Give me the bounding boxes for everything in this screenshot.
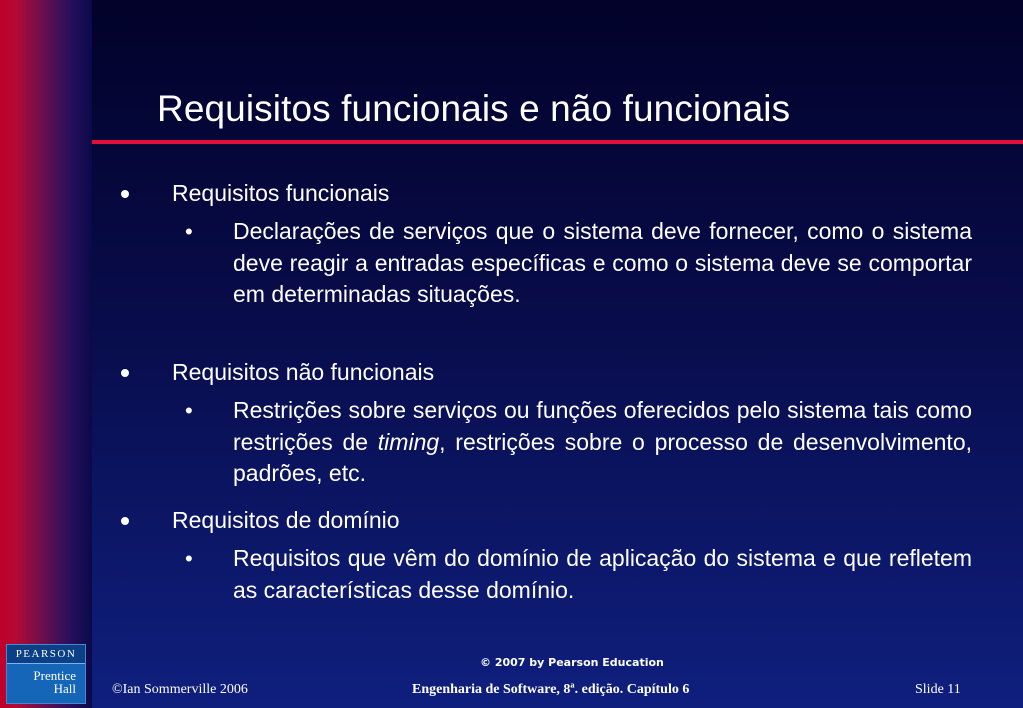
decorative-side-bar (0, 0, 92, 708)
section-heading-label: Requisitos de domínio (172, 507, 400, 533)
title-divider (92, 140, 1023, 144)
section-heading-funcionais (172, 177, 389, 209)
section-heading-dominio (172, 504, 400, 536)
list-item-text-end: , restrições sobre o processo de desenvolvimento, padrões, etc. (233, 428, 972, 486)
list-item (185, 216, 972, 311)
footer-book-title: Engenharia de Software, 8ª. edição. Capítulo 6 (412, 682, 690, 697)
list-item-text: Requisitos que vêm do domínio de aplicação do sistema e que refletem as características desse domínio. (233, 545, 972, 603)
bullet-icon: • (185, 398, 193, 423)
logo-publisher: PEARSON (7, 645, 85, 664)
emphasis-text: timing (377, 428, 440, 455)
slide-title: Requisitos funcionais e não funcionais (157, 88, 791, 129)
section-heading-label: Requisitos funcionais (172, 180, 390, 206)
list-item-text (233, 395, 972, 490)
pearson-prentice-hall-logo (6, 644, 86, 704)
logo-imprint-line2: Hall (53, 681, 76, 696)
bullet-dot-icon (121, 517, 129, 525)
logo-imprint-line1: Prentice (33, 668, 76, 683)
list-item-text-start: Restrições sobre serviços ou funções oferecidos pelo sistema tais como restrições de (233, 397, 972, 455)
bullet-icon: • (185, 219, 193, 244)
copyright-notice: © 2007 by Pearson Education (480, 656, 664, 669)
bullet-dot-icon (121, 190, 129, 198)
footer-slide-number: Slide 11 (915, 682, 961, 697)
footer-author: ©Ian Sommerville 2006 (112, 682, 248, 697)
bullet-dot-icon (121, 369, 129, 377)
section-heading-nao-funcionais (172, 356, 434, 388)
section-heading-label: Requisitos não funcionais (172, 359, 435, 385)
bullet-icon: • (185, 546, 193, 571)
list-item (185, 395, 972, 490)
list-item (185, 543, 972, 606)
list-item-text: Declarações de serviços que o sistema deve fornecer, como o sistema deve reagir a entradas específicas e como o sistema deve se comportar em determinadas situações. (233, 218, 972, 307)
